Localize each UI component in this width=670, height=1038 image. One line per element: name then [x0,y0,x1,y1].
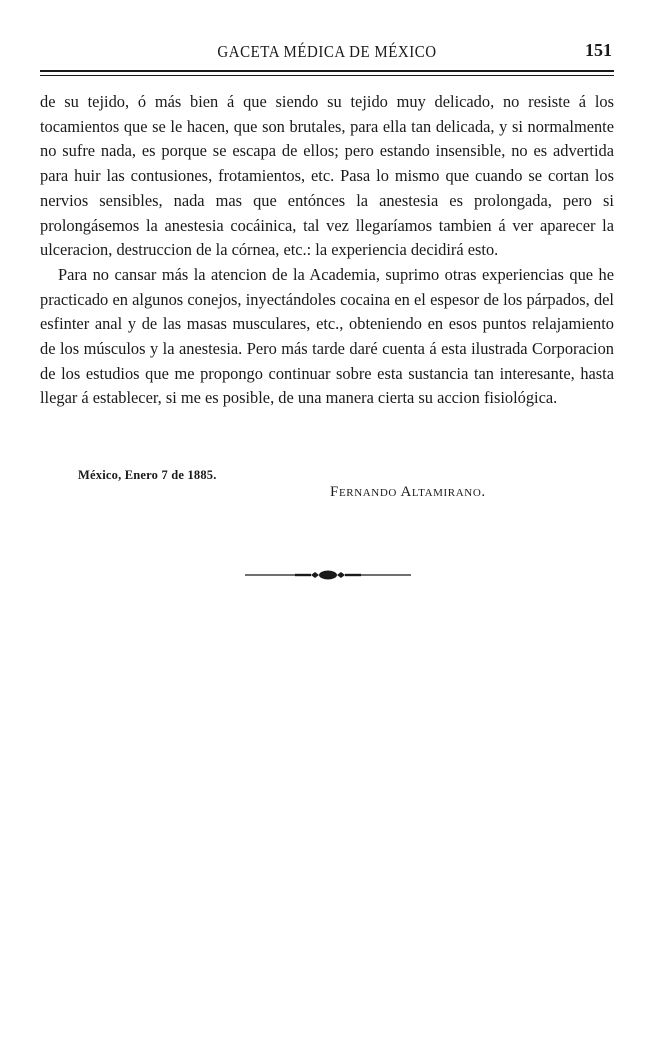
paragraph-continued: de su tejido, ó más bien á que siendo su tejido muy delicado, no resiste á los tocamientos que se le hacen, que son brutales, para ella tan delicada, y si normalmente no sufre nada, es porque se escapa de ellos; pero estando insensible, no es advertida para huir las contusiones, frotamientos, etc. Pasa lo mismo que cuando se cortan los nervios sensibles, nada mas que entónces la anestesia es prolongada, pero si prolongásemos la anestesia cocáinica, tal vez llegaríamos tambien á ver aparecer la ulceracion, destruccion de la córnea, etc.: la experiencia decidirá esto. [40,92,614,260]
article-body [40,90,614,411]
ornament-divider-icon [245,568,411,582]
page-number: 151 [585,40,612,60]
running-head [40,38,614,64]
header-rule-thin [40,75,614,76]
paragraph-closing: Para no cansar más la atencion de la Academia, suprimo otras experiencias que he practicado en algunos conejos, inyectándoles cocaina en el espesor de los párpados, del esfinter anal y de las masas musculares, etc., obteniendo en esos puntos relajamiento de los músculos y la anestesia. Pero más tarde daré cuenta á esta ilustrada Corporacion de los estudios que me propongo continuar sobre esta sustancia tan interesante, hasta llegar á establecer, si me es posible, de una manera cierta su accion fisiológica. [40,264,614,408]
author-signature: Fernando Altamirano. [330,484,486,500]
dateline: México, Enero 7 de 1885. [78,468,217,482]
header-rule-thick [40,70,614,72]
journal-title: GACETA MÉDICA DE MÉXICO [217,42,437,61]
